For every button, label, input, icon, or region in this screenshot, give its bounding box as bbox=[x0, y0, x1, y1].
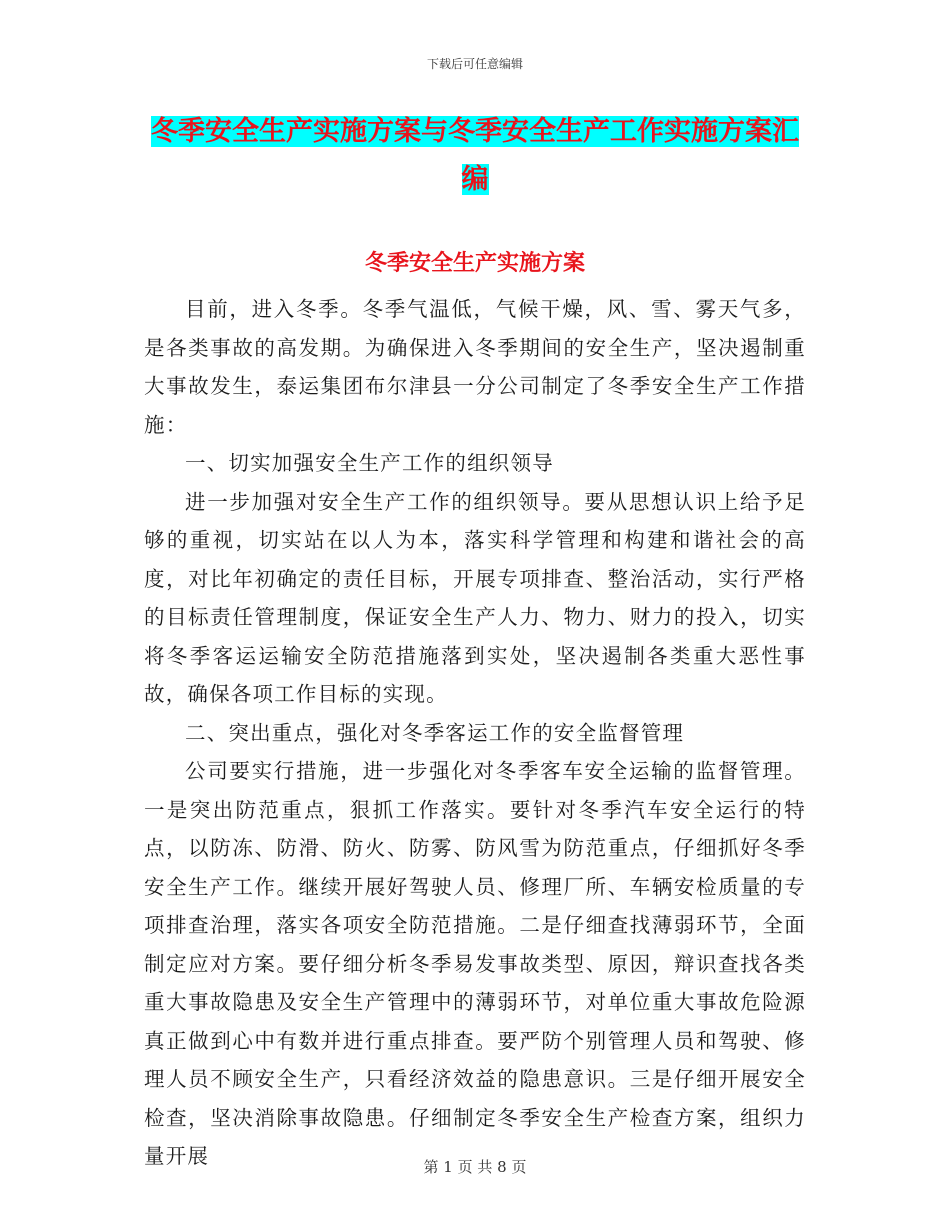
section-title: 冬季安全生产实施方案 bbox=[364, 250, 585, 276]
document-title bbox=[144, 108, 806, 204]
heading-two: 二、突出重点，强化对冬季客运工作的安全监督管理 bbox=[185, 720, 685, 745]
document-title-text: 冬季安全生产实施方案与冬季安全生产工作实施方案汇编 bbox=[151, 116, 799, 195]
paragraph-two: 公司要实行措施，进一步强化对冬季客车安全运输的监督管理。一是突出防范重点，狠抓工作落实。要针对冬季汽车安全运行的特点，以防冻、防滑、防火、防雾、防风雪为防范重点，仔细抓好冬季安全生产工作。继续开展好驾驶人员、修理厂所、车辆安检质量的专项排查治理，落实各项安全防范措施。二是仔细查找薄弱环节，全面制定应对方案。要仔细分析冬季易发事故类型、原因，辩识查找各类重大事故隐患及安全生产管理中的薄弱环节，对单位重大事故危险源真正做到心中有数并进行重点排查。要严防个别管理人员和驾驶、修理人员不顾安全生产，只看经济效益的隐患意识。三是仔细开展安全检查，坚决消除事故隐患。仔细制定冬季安全生产检查方案，组织力量开展 bbox=[144, 759, 806, 1168]
header-note: 下载后可任意编辑 bbox=[426, 57, 523, 71]
document-body bbox=[144, 290, 806, 1176]
page-number: 第 1 页 共 8 页 bbox=[423, 1158, 527, 1176]
heading-one: 一、切实加强安全生产工作的组织领导 bbox=[185, 451, 554, 475]
paragraph-intro: 目前，进入冬季。冬季气温低，气候干燥，风、雪、雾天气多，是各类事故的高发期。为确保进入冬季期间的安全生产，坚决遏制重大事故发生，泰运集团布尔津县一分公司制定了冬季安全生产工作措施： bbox=[144, 297, 806, 437]
paragraph-one: 进一步加强对安全生产工作的组织领导。要从思想认识上给予足够的重视，切实站在以人为本，落实科学管理和构建和谐社会的高度，对比年初确定的责任目标，开展专项排查、整治活动，实行严格的目标责任管理制度，保证安全生产人力、物力、财力的投入，切实将冬季客运运输安全防范措施落到实处，坚决遏制各类重大恶性事故，确保各项工作目标的实现。 bbox=[144, 489, 806, 706]
